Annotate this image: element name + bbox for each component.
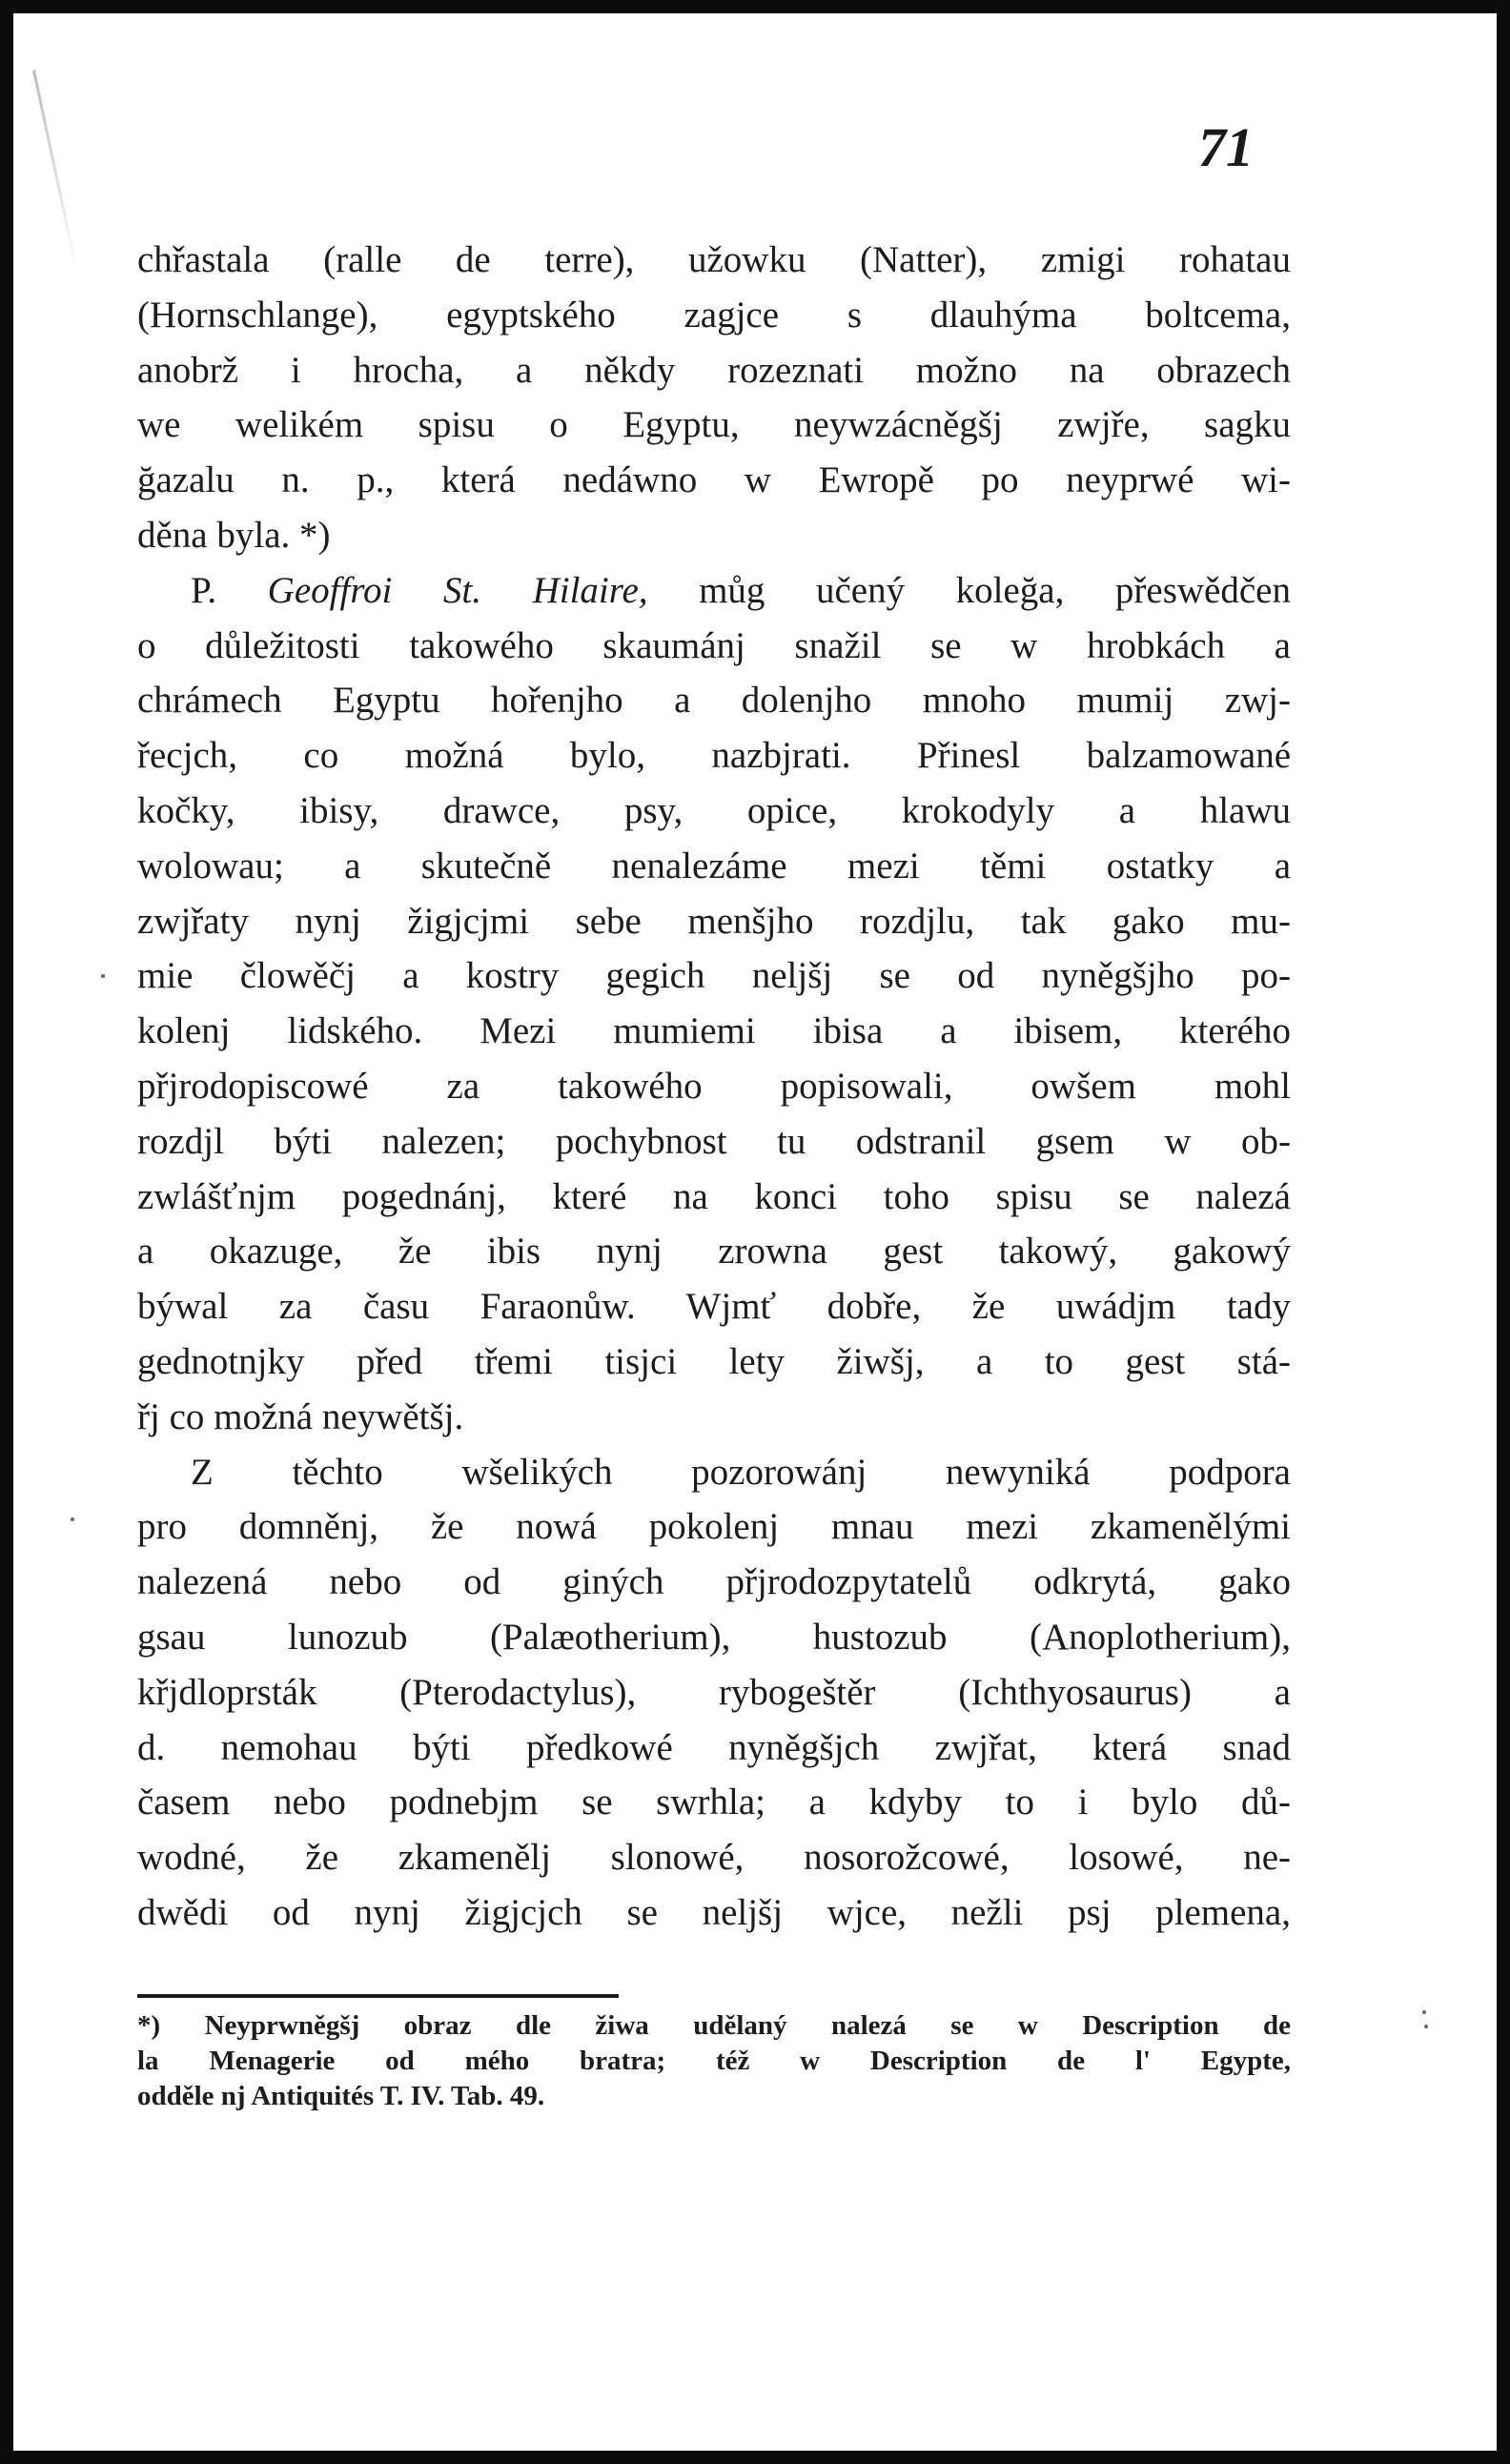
line-remainder: můg učený koleğa, přeswědčen: [647, 569, 1291, 611]
text-line: o důležitosti takowého skaumánj snažil se w hrobkách a: [137, 624, 1291, 666]
main-text: [137, 233, 1291, 1941]
text-line: kočky, ibisy, drawce, psy, opice, krokodyly a hlawu: [137, 789, 1291, 831]
text-line: zwlášťnjm pogednánj, které na konci toho spisu se nalezá: [137, 1175, 1291, 1217]
page-number: 71: [1198, 116, 1254, 178]
paper-speck: [1424, 2025, 1428, 2028]
paragraph-start-line: Z těchto wšelikých pozorowánj newyniká podpora: [191, 1451, 1291, 1493]
text-line: chřastala (ralle de terre), užowku (Natter), zmigi rohatau: [137, 239, 1291, 280]
name-prefix: P.: [191, 569, 268, 611]
text-line: mie člowěčj a kostry gegich neljšj se od nyněgšjho po-: [137, 955, 1291, 997]
text-line: přjrodopiscowé za takowého popisowali, owšem mohl: [137, 1065, 1291, 1107]
text-line: děna byla. *): [137, 514, 331, 556]
text-line: zwjřaty nynj žigjcjmi sebe menšjho rozdjlu, tak gako mu-: [137, 900, 1291, 942]
footnote-separator: [137, 1994, 619, 1998]
paper-speck: [71, 1517, 74, 1521]
text-line: (Hornschlange), egyptského zagjce s dlauhýma boltcema,: [137, 294, 1291, 336]
text-line: dwědi od nynj žigjcjch se neljšj wjce, nežli psj plemena,: [137, 1891, 1291, 1933]
paragraph-start-line: [137, 563, 1291, 619]
footnote-line: odděle nj Antiquités T. IV. Tab. 49.: [137, 2081, 545, 2111]
italic-name: Geoffroi St. Hilaire,: [267, 569, 648, 611]
page-fold-shadow: [32, 70, 79, 275]
text-line: ğazalu n. p., která nedáwno w Ewropě po neyprwé wi-: [137, 459, 1291, 501]
text-line: gsau lunozub (Palæotherium), hustozub (Anoplotherium),: [137, 1616, 1291, 1658]
footnote-line: *) Neyprwněgšj obraz dle žiwa udělaný nalezá se w Description de: [137, 2010, 1291, 2041]
text-line: a okazuge, že ibis nynj zrowna gest takowý, gakowý: [137, 1231, 1291, 1273]
text-line: anobrž i hrocha, a někdy rozeznati možno na obrazech: [137, 349, 1291, 391]
text-line: kolenj lidského. Mezi mumiemi ibisa a ibisem, kterého: [137, 1010, 1291, 1052]
text-line: býwal za času Faraonůw. Wjmť dobře, že uwádjm tady: [137, 1286, 1291, 1328]
text-line: časem nebo podnebjm se swrhla; a kdyby to i bylo dů-: [137, 1782, 1291, 1823]
paper-speck: [101, 974, 105, 978]
text-line: řecjch, co možná bylo, nazbjrati. Přinesl balzamowané: [137, 735, 1291, 777]
footnote: [137, 2008, 1291, 2114]
paper-speck: [1422, 2010, 1426, 2014]
text-line: wolowau; a skutečně nenalezáme mezi těmi ostatky a: [137, 845, 1291, 886]
text-line: nalezená nebo od giných přjrodozpytatelů odkrytá, gako: [137, 1561, 1291, 1603]
text-line: d. nemohau býti předkowé nyněgšjch zwjřat, která snad: [137, 1726, 1291, 1768]
book-page: [13, 13, 1497, 2451]
footnote-line: la Menagerie od mého bratra; též w Description de l' Egypte,: [137, 2046, 1291, 2076]
text-line: pro domněnj, že nowá pokolenj mnau mezi zkamenělými: [137, 1506, 1291, 1548]
text-line: rozdjl býti nalezen; pochybnost tu odstranil gsem w ob-: [137, 1120, 1291, 1162]
text-line: křjdloprsták (Pterodactylus), rybogeštěr (Ichthyosaurus) a: [137, 1671, 1291, 1713]
text-line: wodné, že zkamenělj slonowé, nosorožcowé, losowé, ne-: [137, 1837, 1291, 1879]
text-line: chrámech Egyptu hořenjho a dolenjho mnoho mumij zwj-: [137, 680, 1291, 722]
text-line: we welikém spisu o Egyptu, neywzácněgšj zwjře, sagku: [137, 404, 1291, 446]
text-line: gednotnjky před třemi tisjci lety žiwšj, a to gest stá-: [137, 1340, 1291, 1382]
text-line: řj co možná neywětšj.: [137, 1395, 464, 1437]
